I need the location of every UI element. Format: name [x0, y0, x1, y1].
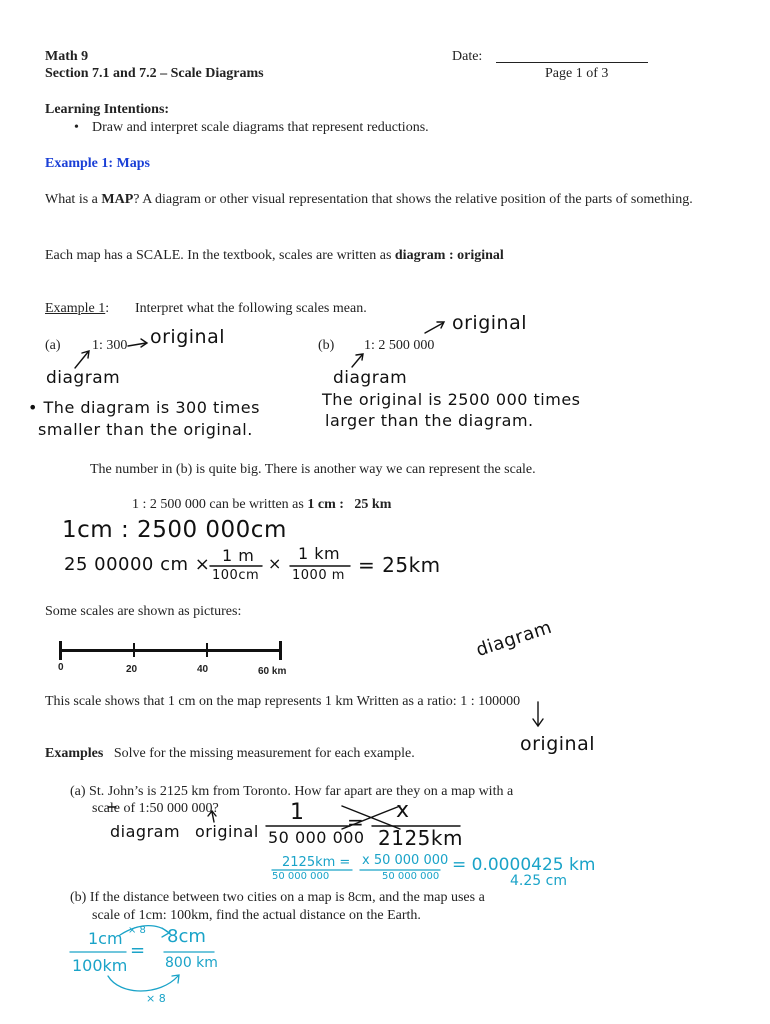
example1-colon: :: [105, 301, 110, 316]
hw-ex-a-work-num-right: x 50 000 000: [362, 853, 449, 868]
example1-label-text: Example 1: [45, 301, 106, 316]
scale-bar: [60, 649, 282, 652]
page-number: Page 1 of 3: [545, 66, 609, 81]
intention-bullet: •: [74, 120, 79, 135]
example1-label: [45, 300, 109, 318]
hw-ex-b-num-left: 1cm: [88, 929, 123, 948]
picture-scale-intro: Some scales are shown as pictures:: [45, 604, 242, 619]
example1-prompt: Interpret what the following scales mean.: [135, 301, 367, 316]
scale-label-60: 60 km: [258, 666, 287, 677]
example-a-line2: scale of 1:50 000 000?: [92, 801, 219, 816]
hw-conv-f2-num: 1 km: [298, 544, 341, 563]
example-a-line1: (a) St. John’s is 2125 km from Toronto. How far apart are they on a map with a: [70, 784, 514, 799]
arrowhead-a-diagram: [82, 351, 89, 358]
scale-tick-20: [133, 643, 135, 657]
hw-conv-line1: 1cm : 2500 000cm: [62, 517, 287, 543]
hw-b-note-2: larger than the diagram.: [325, 411, 534, 430]
scale-line-prefix: Each map has a SCALE. In the textbook, scales are written as: [45, 248, 395, 263]
big-number-note: The number in (b) is quite big. There is another way we can represent the scale.: [90, 462, 536, 477]
examples-line: [45, 745, 415, 763]
arrow-b-diagram: [352, 355, 362, 367]
scale-label-40: 40: [197, 664, 209, 675]
hw-ex-a-original: original: [195, 822, 259, 841]
hw-b-note-1: The original is 2500 000 times: [322, 390, 581, 409]
arrow-ex-b-bottom: [108, 976, 178, 991]
hw-conv-f2-den: 1000 m: [292, 568, 345, 583]
arrowhead-a-original: [141, 339, 147, 347]
hw-ex-a-diagram: diagram: [110, 822, 181, 841]
part-a-scale: 1: 300: [92, 338, 128, 353]
example-b-line2: scale of 1cm: 100km, find the actual distance on the Earth.: [92, 908, 421, 923]
arrowhead-bar: [533, 719, 543, 726]
hw-ex-a-num-left: 1: [290, 800, 305, 825]
hw-a-note-1: • The diagram is 300 times: [28, 398, 260, 417]
arrowhead-b-original: [437, 322, 444, 328]
scale-label-20: 20: [126, 664, 138, 675]
part-a-label: (a): [45, 338, 61, 353]
hw-ex-a-den-right: 2125km: [378, 826, 463, 850]
examples-heading: Examples: [45, 746, 104, 761]
example-maps-heading: Example 1: Maps: [45, 156, 150, 171]
arrowhead-ex-b-bottom: [172, 975, 179, 983]
hw-ex-b-den-right: 800 km: [165, 955, 218, 971]
hw-conv-f1-num: 1 m: [222, 546, 255, 565]
scale-notation-line: [45, 247, 504, 265]
hw-ex-a-equals: =: [347, 810, 365, 834]
section-title: Section 7.1 and 7.2 – Scale Diagrams: [45, 66, 264, 81]
intentions-heading: Learning Intentions:: [45, 102, 170, 117]
hw-conv-lhs: 25 00000 cm ×: [64, 554, 211, 575]
hw-bar-diagram: diagram: [473, 616, 555, 661]
rewrite-bold-2: 25 km: [354, 497, 392, 512]
hw-ex-a-work-num-left: 2125km =: [282, 855, 351, 870]
examples-prompt: Solve for the missing measurement for each example.: [113, 746, 415, 761]
rewrite-bold-1: 1 cm :: [307, 497, 344, 512]
hw-ex-b-den-left: 100km: [72, 956, 128, 975]
example-b-line1: (b) If the distance between two cities on a map is 8cm, and the map uses a: [70, 890, 485, 905]
hw-a-note-2: smaller than the original.: [38, 420, 253, 439]
arrow-a-diagram: [75, 352, 88, 368]
hw-ex-a-answer: = 0.0000425 km: [452, 855, 596, 875]
hw-ex-b-equals: =: [130, 940, 146, 961]
hw-a-original: original: [150, 326, 226, 348]
hw-ex-a-answer2: 4.25 cm: [510, 873, 567, 889]
hw-ex-b-times-top: × 8: [128, 925, 146, 936]
hw-bar-original: original: [520, 733, 596, 755]
arrowhead-b-diagram: [356, 354, 363, 360]
definition-prefix: What is a: [45, 192, 102, 207]
arrow-a-original: [128, 343, 146, 346]
hw-conv-result: = 25km: [358, 553, 441, 577]
hw-ex-b-times-bottom: × 8: [146, 992, 166, 1005]
rewrite-line: [132, 496, 391, 514]
rewrite-prefix: 1 : 2 500 000 can be written as: [132, 497, 308, 512]
picture-scale-explanation: This scale shows that 1 cm on the map represents 1 km Written as a ratio: 1 : 100000: [45, 694, 521, 709]
hw-ex-a-num-right: x: [396, 798, 410, 823]
scale-tick-40: [206, 643, 208, 657]
part-b-label: (b): [318, 338, 335, 353]
hw-conv-f1-den: 100cm: [212, 568, 260, 583]
map-definition: [45, 190, 705, 209]
hw-conv-times: ×: [268, 554, 282, 573]
hw-b-diagram: diagram: [333, 368, 408, 388]
scale-line-bold: diagram : original: [394, 248, 504, 263]
part-b-scale: 1: 2 500 000: [364, 338, 435, 353]
scale-label-0: 0: [58, 662, 64, 673]
date-blank-line: [496, 62, 648, 63]
hw-ex-b-num-right: 8cm: [167, 926, 206, 947]
hw-ex-a-den-left: 50 000 000: [268, 828, 365, 847]
definition-rest: ? A diagram or other visual representation that shows the relative position of the parts of something.: [133, 192, 693, 207]
hw-a-diagram: diagram: [46, 368, 121, 388]
intention-item: Draw and interpret scale diagrams that represent reductions.: [92, 120, 429, 135]
date-label: Date:: [452, 49, 483, 64]
hw-ex-a-work-den-right: 50 000 000: [382, 871, 440, 882]
course-title: Math 9: [45, 49, 89, 64]
scale-tick-0: [59, 641, 62, 660]
hw-b-original: original: [452, 312, 528, 334]
hw-ex-a-work-den-left: 50 000 000: [272, 871, 330, 882]
definition-term: MAP: [101, 192, 134, 207]
scale-tick-60: [279, 641, 282, 660]
arrow-b-original: [425, 323, 443, 333]
